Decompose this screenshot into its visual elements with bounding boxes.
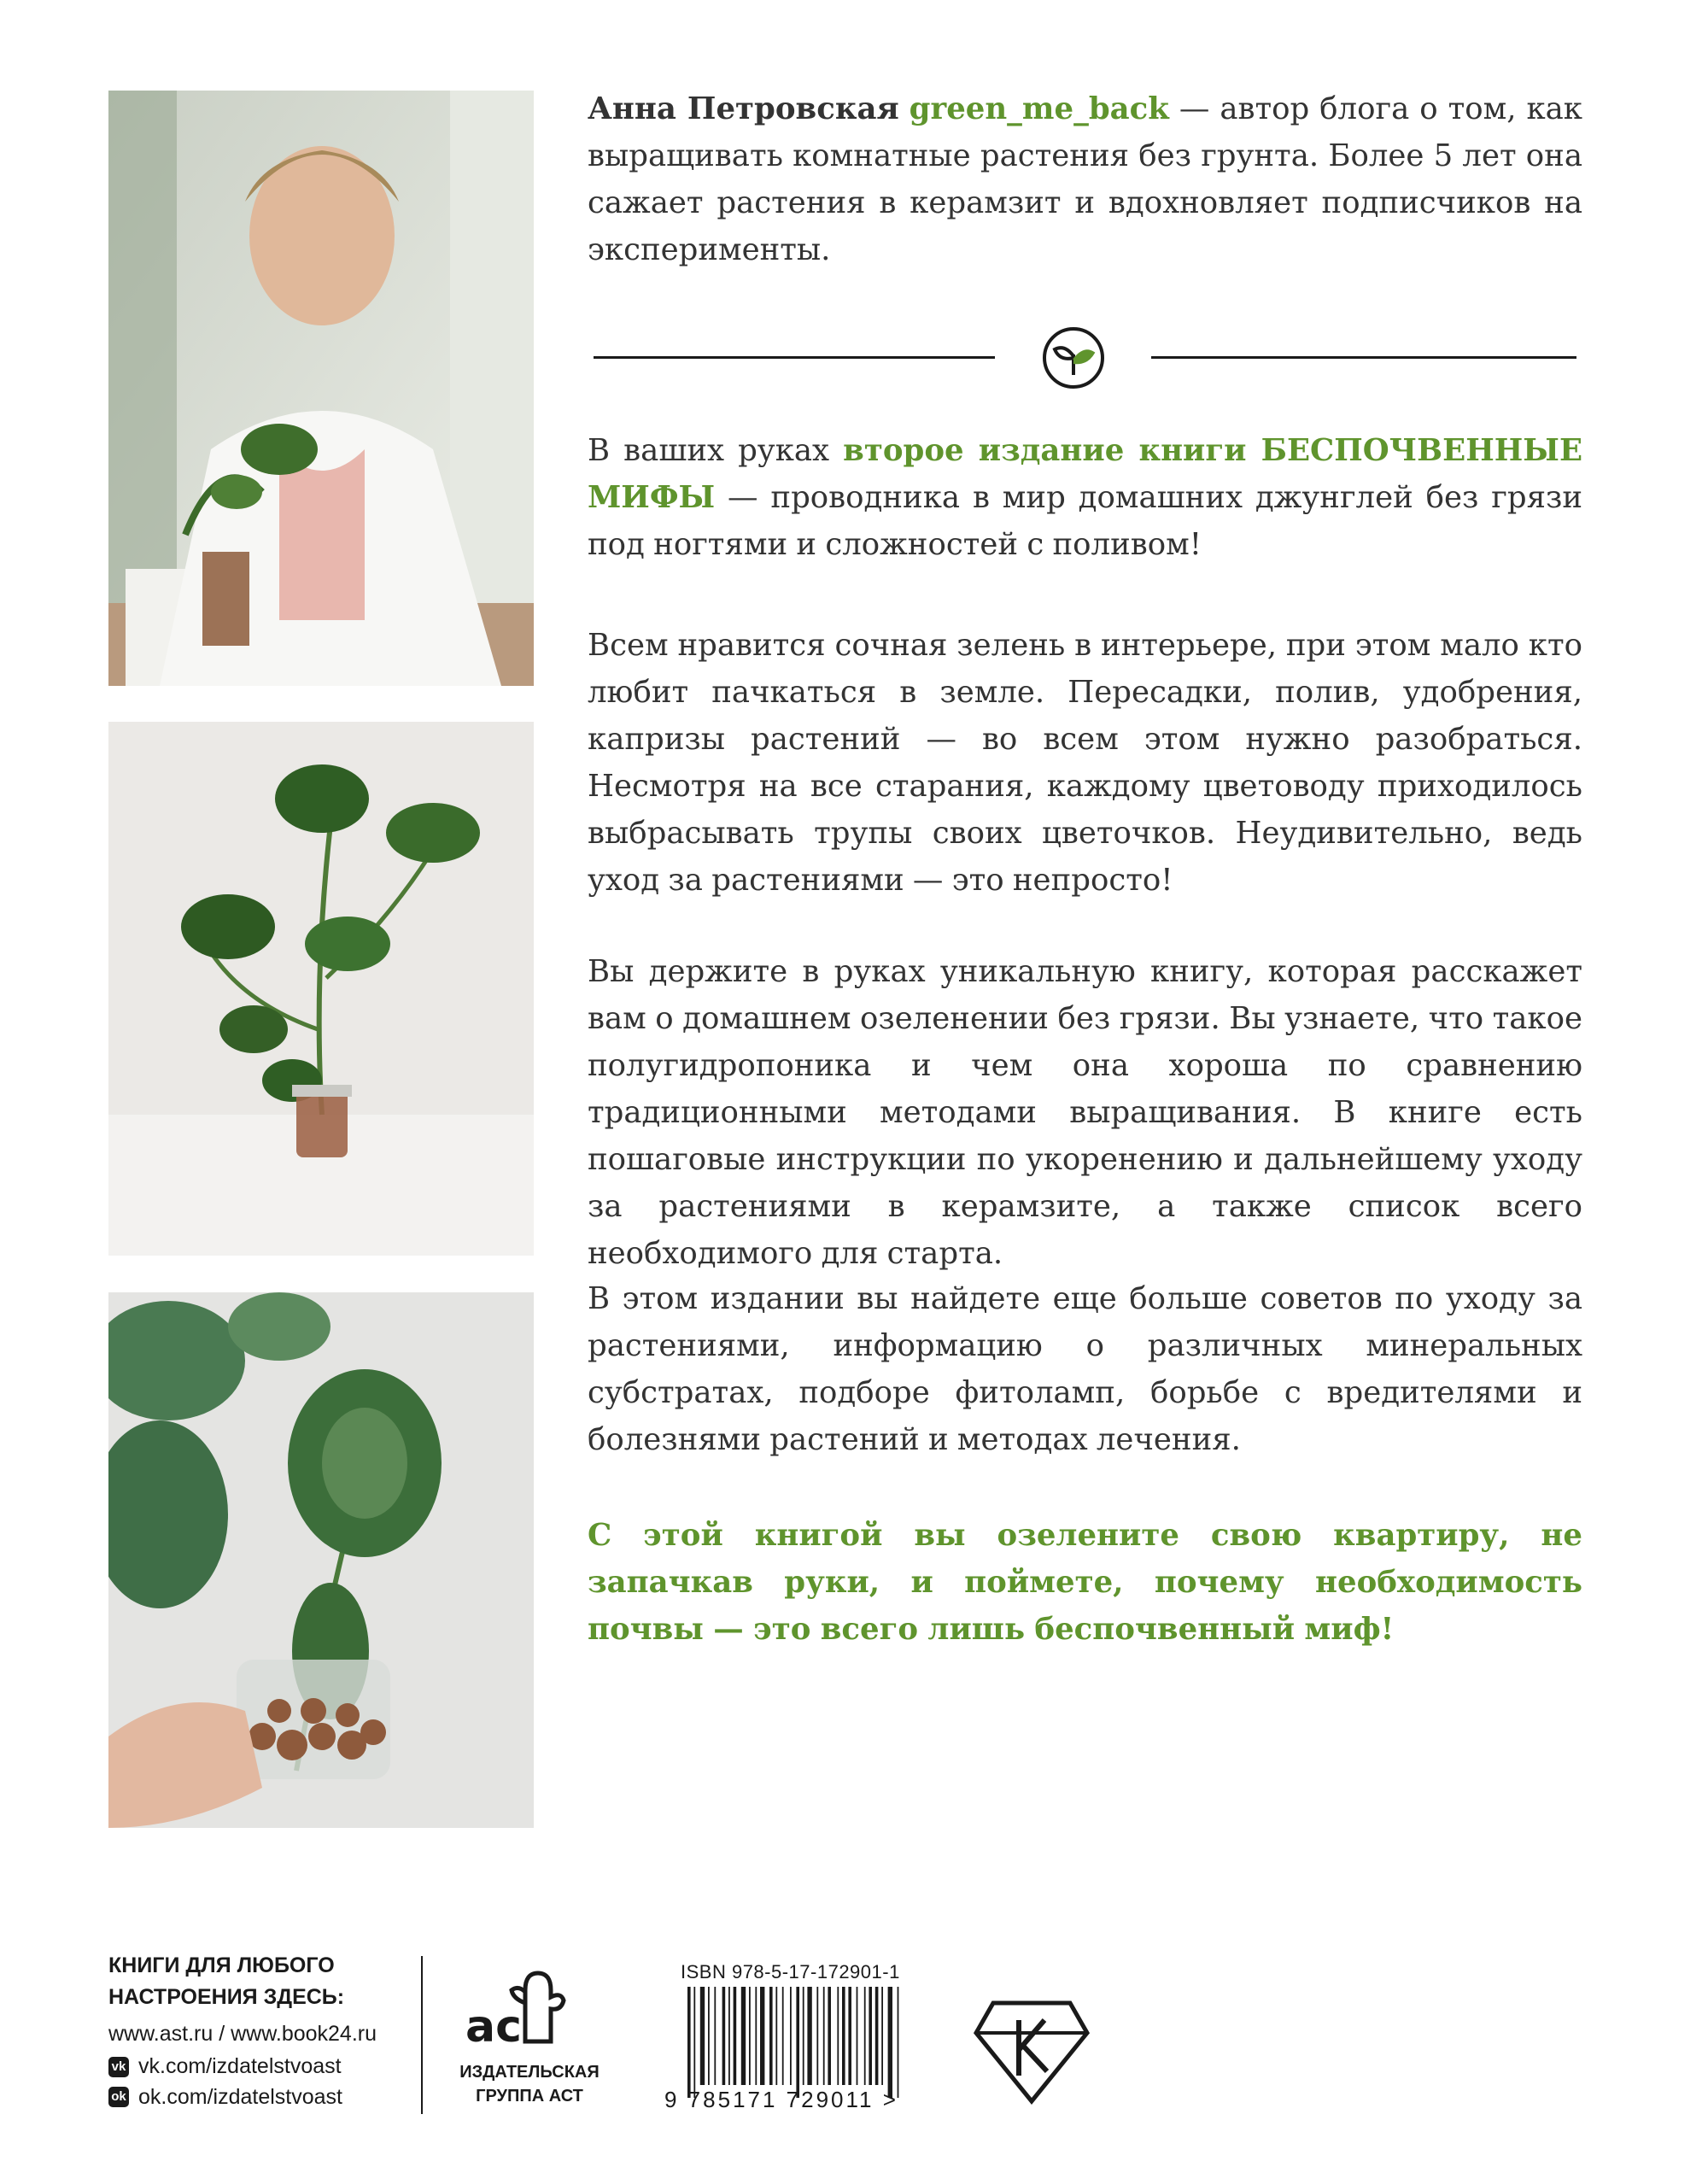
diamond-logo-icon (972, 1994, 1091, 2106)
barcode-bar (864, 1987, 866, 2085)
barcode-bar (755, 1987, 757, 2085)
barcode-bar (837, 1987, 839, 2085)
intro-paragraph (588, 427, 1582, 568)
barcode-bar (796, 1987, 799, 2098)
paragraph-everyone: Всем нравится сочная зелень в интерьере, при этом мало кто любит пачкаться в земле. Пересадки, полив, удобрения, капризы растений — во всем этом нужно разобраться. Несмотря на все старания, каждому цветоводу приходилось выбрасывать трупы своих цветочков. Неудивительно, ведь уход за растениями — это непросто! (588, 628, 1582, 898)
barcode-bar (888, 1987, 892, 2098)
ok-icon: ok (108, 2087, 129, 2107)
barcode-bar (857, 1987, 858, 2085)
author-bio (588, 85, 1582, 273)
barcode-bar (775, 1987, 777, 2085)
footer-separator (421, 1956, 423, 2114)
barcode-bar (714, 1987, 716, 2085)
barcode-bar (790, 1987, 792, 2085)
intro-lead: В ваших руках (588, 433, 844, 468)
barcode-bar (722, 1987, 726, 2085)
barcode-bar (693, 1987, 695, 2098)
author-handle[interactable]: green_me_back (909, 91, 1169, 126)
barcode-bar (749, 1987, 751, 2085)
paragraph-unique: Вы держите в руках уникальную книгу, которая расскажет вам о домашнем озеленении без грязи. Вы узнаете, что такое полугидропоника и чем она хороша по сравнению традиционными методами выращивания. В книге есть пошаговые инструкции по укоренению и дальнейшему уходу за растениями в керамзите, а также список всего необходимого для старта. (588, 954, 1582, 1271)
barcode-bar (869, 1987, 872, 2085)
footer-vk-link[interactable]: vk.com/izdatelstvoast (138, 2054, 342, 2078)
sprout-logo-icon (1041, 325, 1106, 390)
barcode-bar (700, 1987, 705, 2085)
monstera-plant-photo (108, 722, 534, 1256)
barcode-bar (728, 1987, 730, 2085)
intro-rest: — проводника в мир домашних джунглей без грязи под ногтями и сложностей с поливом! (588, 480, 1582, 562)
barcode-bar (708, 1987, 710, 2085)
ast-logo-text: ac (465, 2001, 522, 2053)
author-name: Анна Петровская (588, 91, 899, 126)
barcode-bar (782, 1987, 784, 2085)
author-photo (108, 91, 534, 686)
barcode-bar (898, 1987, 899, 2098)
barcode-bar (875, 1987, 879, 2085)
plant-in-jar-photo (108, 1292, 534, 1828)
barcode-bar (823, 1987, 825, 2085)
author-bio-text: — автор блога о том, как выращивать комнатные растения без грунта. Более 5 лет она сажает растения в керамзит и вдохновляет подписчиков на эксперименты. (588, 91, 1582, 267)
divider-right (1151, 356, 1576, 359)
barcode-bar (734, 1987, 737, 2085)
ast-logo-icon (465, 1956, 568, 2054)
barcode-bar (881, 1987, 883, 2085)
vk-icon: vk (108, 2057, 129, 2077)
barcode-bar (741, 1987, 746, 2085)
footer-heading: КНИГИ ДЛЯ ЛЮБОГО НАСТРОЕНИЯ ЗДЕСЬ: (108, 1953, 345, 2009)
barcode-digits: 9 785171 729011 > (664, 2087, 898, 2112)
divider-left (594, 356, 995, 359)
publisher-name: ИЗДАТЕЛЬСКАЯ ГРУППА АСТ (459, 2063, 600, 2106)
barcode-bar (687, 1987, 691, 2098)
paragraph-final-callout: С этой книгой вы озелените свою квартиру, не запачкав руки, и поймете, почему необходимость почвы — это всего лишь беспочвенный миф! (588, 1518, 1582, 1647)
barcode-bar (803, 1987, 804, 2085)
footer-ok-link[interactable]: ok.com/izdatelstvoast (138, 2085, 342, 2109)
footer-websites[interactable]: www.ast.ru / www.book24.ru (108, 2022, 377, 2046)
book-title-highlight: второе издание книги БЕСПОЧВЕННЫЕ МИФЫ (588, 433, 1583, 515)
paragraph-edition: В этом издании вы найдете еще больше советов по уходу за растениями, информацию о различных минеральных субстратах, подборе фитоламп, борьбе с вредителями и болезнями растений и методах лечения. (588, 1281, 1582, 1457)
barcode-bar (769, 1987, 773, 2085)
barcode-bar (828, 1987, 831, 2085)
barcode-bar (816, 1987, 818, 2085)
barcode-bar (760, 1987, 764, 2085)
barcode-bar (807, 1987, 811, 2085)
isbn-label: ISBN 978-5-17-172901-1 (681, 1961, 900, 1983)
barcode-bar (842, 1987, 845, 2085)
barcode-bar (848, 1987, 851, 2085)
